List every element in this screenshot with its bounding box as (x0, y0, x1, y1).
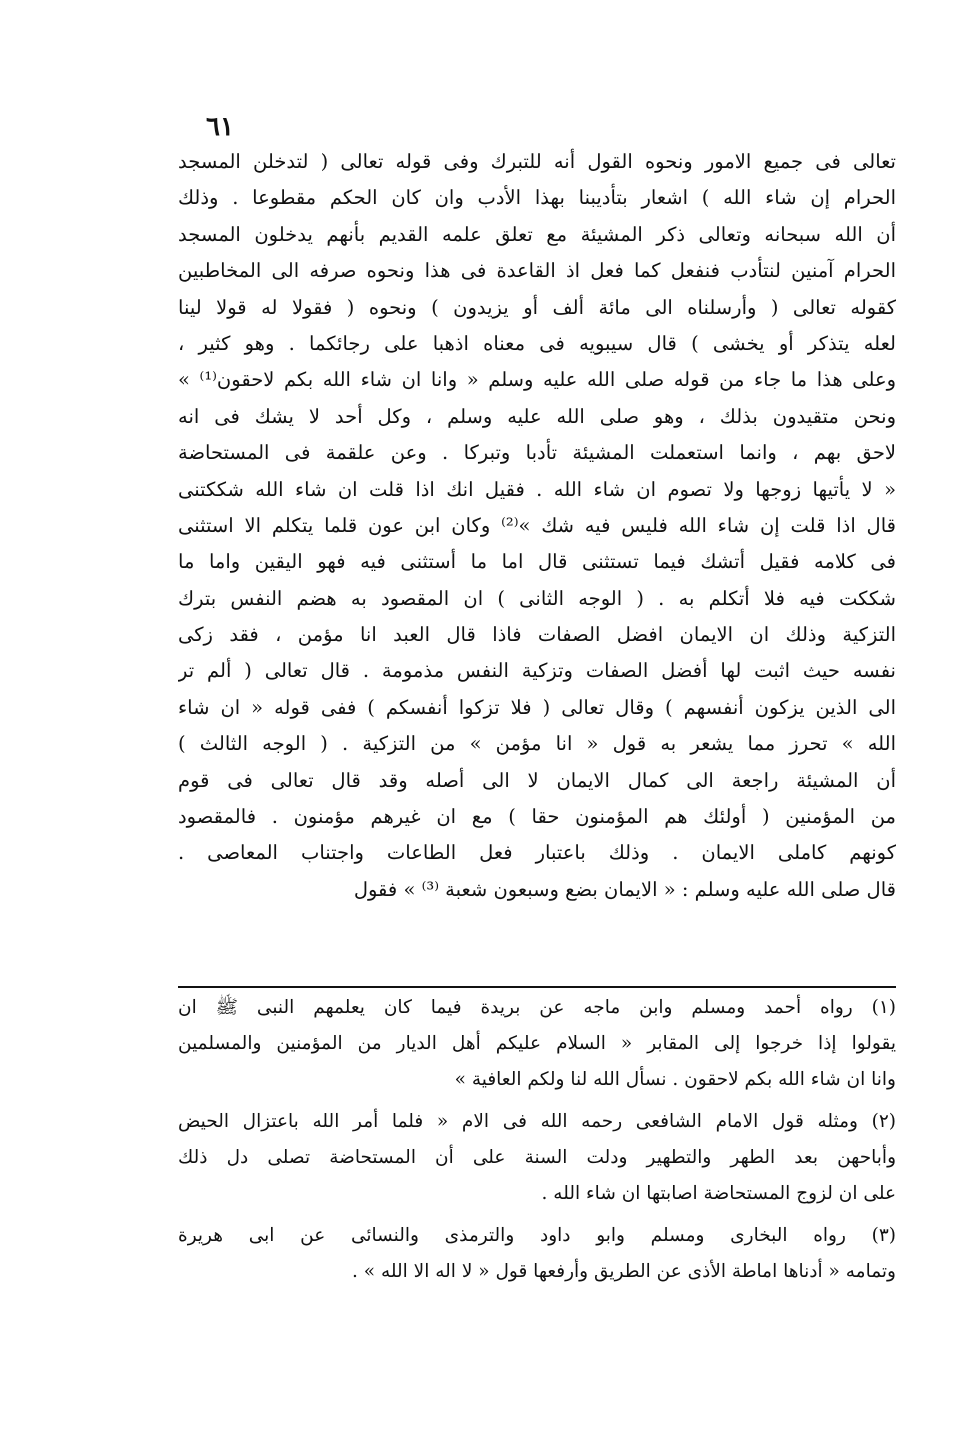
footnote-line: (١) رواه أحمد ومسلم وابن ماجه عن بريدة فيما كان يعلمهم النبى ﷺ ان (178, 997, 896, 1018)
body-line: ونحن متقيدون بذلك ، وهو صلى الله عليه وسلم ، وكل أحد لا يشك فى انه (178, 404, 896, 428)
footnote-2 (178, 1104, 896, 1212)
footnote-line: على ان لزوج المستحاضة اصابتها ان شاء الله . (541, 1183, 896, 1204)
body-line: نفسه حيث اثبت لها أفضل الصفات وتزكية النفس مذمومة . قال تعالى ( ألم تر (178, 659, 896, 683)
footnote-line: وتمامه « أدناها اماطة الأذى عن الطريق وأرفعها قول « لا اله الا الله » . (352, 1261, 896, 1282)
body-line: كونهم كاملى الايمان . وذلك باعتبار فعل الطاعات واجتناب المعاصى . (178, 841, 896, 865)
footnote-1 (178, 990, 896, 1098)
body-line: الحرام آمنين لنتأدب فنفعل كما فعل اذ القاعدة فى هذا ونحوه صرفه الى المخاطبين (178, 259, 896, 283)
footnote-separator (178, 986, 896, 988)
body-line: الحرام إن شاء الله ) اشعار بتأديبنا بهذا الأدب وان كان الحكم مقطوعا . وذلك (178, 186, 896, 210)
body-line: أن الله سبحانه وتعالى ذكر المشيئة مع تعلق علمه القديم بأنهم يدخلون المسجد (178, 222, 896, 246)
body-line: الله » تحرز مما يشعر به قول « انا مؤمن » من التزكية . ( الوجه الثالث ) (178, 732, 896, 756)
body-line: التزكية وذلك ان الايمان افضل الصفات فاذا قال العبد انا مؤمن ، فقد زكى (178, 623, 896, 647)
body-line: لاحق بهم ، وانما استعملت المشيئة تأدبا وتبركا . وعن علقمة فى المستحاضة (178, 441, 896, 465)
footnote-line: (٣) رواه البخارى ومسلم وابو داود والترمذى والنسائى عن ابى هريرة (178, 1225, 896, 1246)
body-line: قال اذا قلت إن شاء الله فليس فيه شك »⁽²⁾ وكان ابن عون قلما يتكلم الا استثنى (178, 513, 896, 537)
body-line: وعلى هذا ما جاء من قوله صلى الله عليه وسلم « وانا ان شاء الله بكم لاحقون⁽¹⁾ » (178, 368, 896, 392)
body-line: كقوله تعالى ( وأرسلناه الى مائة ألف أو يزيدون ) ونحوه ( فقولا له قولا لينا (178, 295, 896, 319)
footnote-line: وأباحهن بعد الطهر والتطهير ودلت السنة على أن المستحاضة تصلى دل ذلك (178, 1147, 896, 1168)
body-text (178, 144, 896, 908)
body-line: الى الذين يزكون أنفسهم ) وقال تعالى ( فلا تزكوا أنفسكم ) ففى قوله « ان شاء (178, 695, 896, 719)
body-line: لعله يتذكر أو يخشى ) قال سيبويه فى معناه اذهبا على رجائكما . وهو كثير ، (178, 331, 896, 355)
footnotes (178, 990, 896, 1290)
footnote-3 (178, 1218, 896, 1290)
body-line: « لا يأتيها زوجها ولا تصوم ان شاء الله . فقيل انك اذا قلت ان شاء الله شككتنى (178, 477, 896, 501)
page-number: ٦١ (206, 112, 234, 142)
body-line: تعالى فى جميع الامور ونحوه القول أنه للتبرك وفى قوله تعالى ( لتدخلن المسجد (178, 150, 896, 173)
body-line: من المؤمنين ( أولئك هم المؤمنون حقا ) مع ان غيرهم مؤمنون . فالمقصود (178, 805, 896, 829)
footnote-line: يقولوا إذا خرجوا إلى المقابر « السلام عليكم أهل الديار من المؤمنين والمسلمين (178, 1033, 896, 1054)
body-line: قال صلى الله عليه وسلم : « الايمان بضع وسبعون شعبة ⁽³⁾ » فقول (353, 877, 896, 901)
body-line: شككت فيه فلا أتكلم به . ( الوجه الثانى ) ان المقصود به هضم النفس بترك (178, 586, 896, 610)
body-line: أن المشيئة راجعة الى كمال الايمان لا الى أصله وقد قال تعالى فى قوم (178, 768, 896, 792)
footnote-line: وانا ان شاء الله بكم لاحقون . نسأل الله لنا ولكم العافية » (454, 1069, 896, 1090)
footnote-line: (٢) ومثله قول الامام الشافعى رحمه الله فى الام « فلما أمر الله باعتزال الحيض (178, 1111, 896, 1132)
body-line: فى كلامه فقيل أتشك فيما تستثنى قال اما ما أستثنى فيه فهو اليقين واما ما (178, 550, 896, 574)
